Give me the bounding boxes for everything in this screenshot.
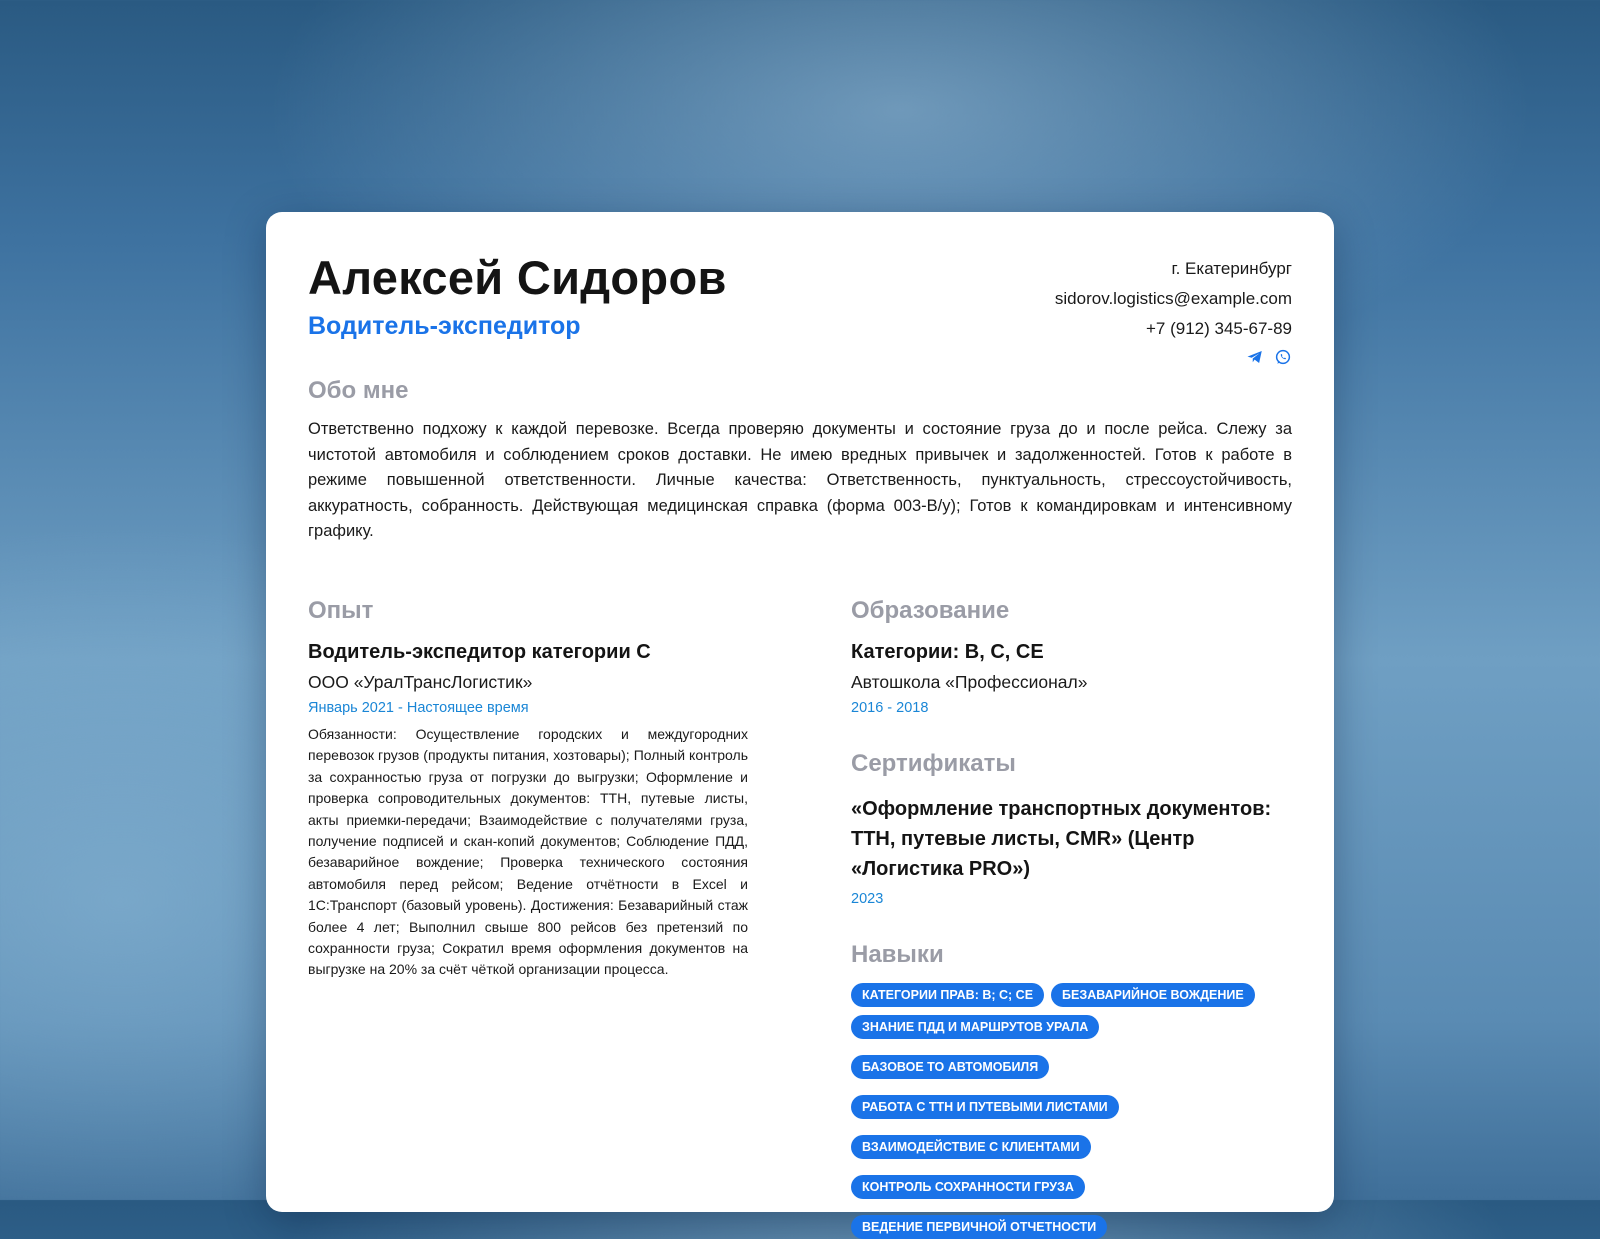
- resume-card: [266, 212, 1334, 1234]
- contacts-block: [1055, 254, 1292, 364]
- contact-city: г. Екатеринбург: [1171, 259, 1292, 278]
- skill-tag: КОНТРОЛЬ СОХРАННОСТИ ГРУЗА: [851, 1175, 1085, 1199]
- skill-tag: ВЗАИМОДЕЙСТВИЕ С КЛИЕНТАМИ: [851, 1135, 1091, 1159]
- experience-title: Опыт: [308, 597, 374, 624]
- skill-tag: КАТЕГОРИИ ПРАВ: B; C; CE: [851, 983, 1044, 1007]
- education-school: Автошкола «Профессионал»: [851, 672, 1088, 692]
- skills-title: Навыки: [851, 941, 944, 968]
- job-period: Январь 2021 - Настоящее время: [308, 700, 529, 716]
- skill-tag: РАБОТА С ТТН И ПУТЕВЫМИ ЛИСТАМИ: [851, 1095, 1119, 1119]
- certificates-title: Сертификаты: [851, 750, 1016, 777]
- candidate-role: Водитель-экспедитор: [308, 312, 581, 340]
- skill-tag: БЕЗАВАРИЙНОЕ ВОЖДЕНИЕ: [1051, 983, 1255, 1007]
- certificate-name: «Оформление транспортных документов: ТТН, путевые листы, CMR» (Центр «Логистика PRO»): [851, 798, 1272, 880]
- about-text: Ответственно подхожу к каждой перевозке. Всегда проверяю документы и состояние груза до и после рейса. Слежу за чистотой автомобиля и соблюдением сроков доставки. Не имею вредных привычек и задолженностей. Готов к работе в режиме повышенной ответственности. Личные качества: Ответственность, пунктуальность, стрессоустойчивость, аккуратность, собранность. Действующая медицинская справка (форма 003-В/у); Готов к командировкам и интенсивному графику.: [308, 420, 1292, 541]
- certificate-year: 2023: [851, 891, 884, 907]
- job-title: Водитель-экспедитор категории С: [308, 641, 651, 663]
- candidate-name: Алексей Сидоров: [308, 251, 727, 304]
- skill-tag: ВЕДЕНИЕ ПЕРВИЧНОЙ ОТЧЕТНОСТИ: [851, 1215, 1107, 1239]
- about-title: Обо мне: [308, 377, 409, 404]
- experience-column: [308, 597, 748, 981]
- education-title: Образование: [851, 597, 1010, 624]
- right-column: [851, 597, 1292, 1239]
- contact-email[interactable]: sidorov.logistics@example.com: [1054, 289, 1292, 308]
- job-duties: Обязанности: Осуществление городских и междугородних перевозок грузов (продукты питания, хозтовары); Полный контроль за сохранностью груза от погрузки до выгрузки; Оформление и проверка сопроводительных документов: ТТН, путевые листы, акты приемки-передачи; Взаимодействие с получателями груза, получение подписей и скан-копий документов; Соблюдение ПДД, безаварийное вождение; Проверка технического состояния автомобиля перед рейсом; Ведение отчётности в Excel и 1С:Транспорт (базовый уровень). Достижения: Безаварийный стаж более 4 лет; Выполнил свыше 800 рейсов без претензий по сохранности груза; Сократил время оформления документов на выгрузке на 20% за счёт чёткой организации процесса.: [308, 726, 748, 978]
- skills-list: [851, 983, 1292, 1239]
- whatsapp-icon[interactable]: [1274, 346, 1292, 364]
- education-period: 2016 - 2018: [851, 700, 929, 716]
- telegram-icon[interactable]: [1246, 346, 1264, 364]
- job-company: ООО «УралТрансЛогистик»: [308, 672, 533, 692]
- skill-tag: БАЗОВОЕ ТО АВТОМОБИЛЯ: [851, 1055, 1049, 1079]
- contact-phone[interactable]: +7 (912) 345-67-89: [1145, 319, 1292, 338]
- education-degree: Категории: B, C, CE: [851, 641, 1044, 663]
- skill-tag: ЗНАНИЕ ПДД И МАРШРУТОВ УРАЛА: [851, 1015, 1099, 1039]
- social-links: [1055, 346, 1292, 364]
